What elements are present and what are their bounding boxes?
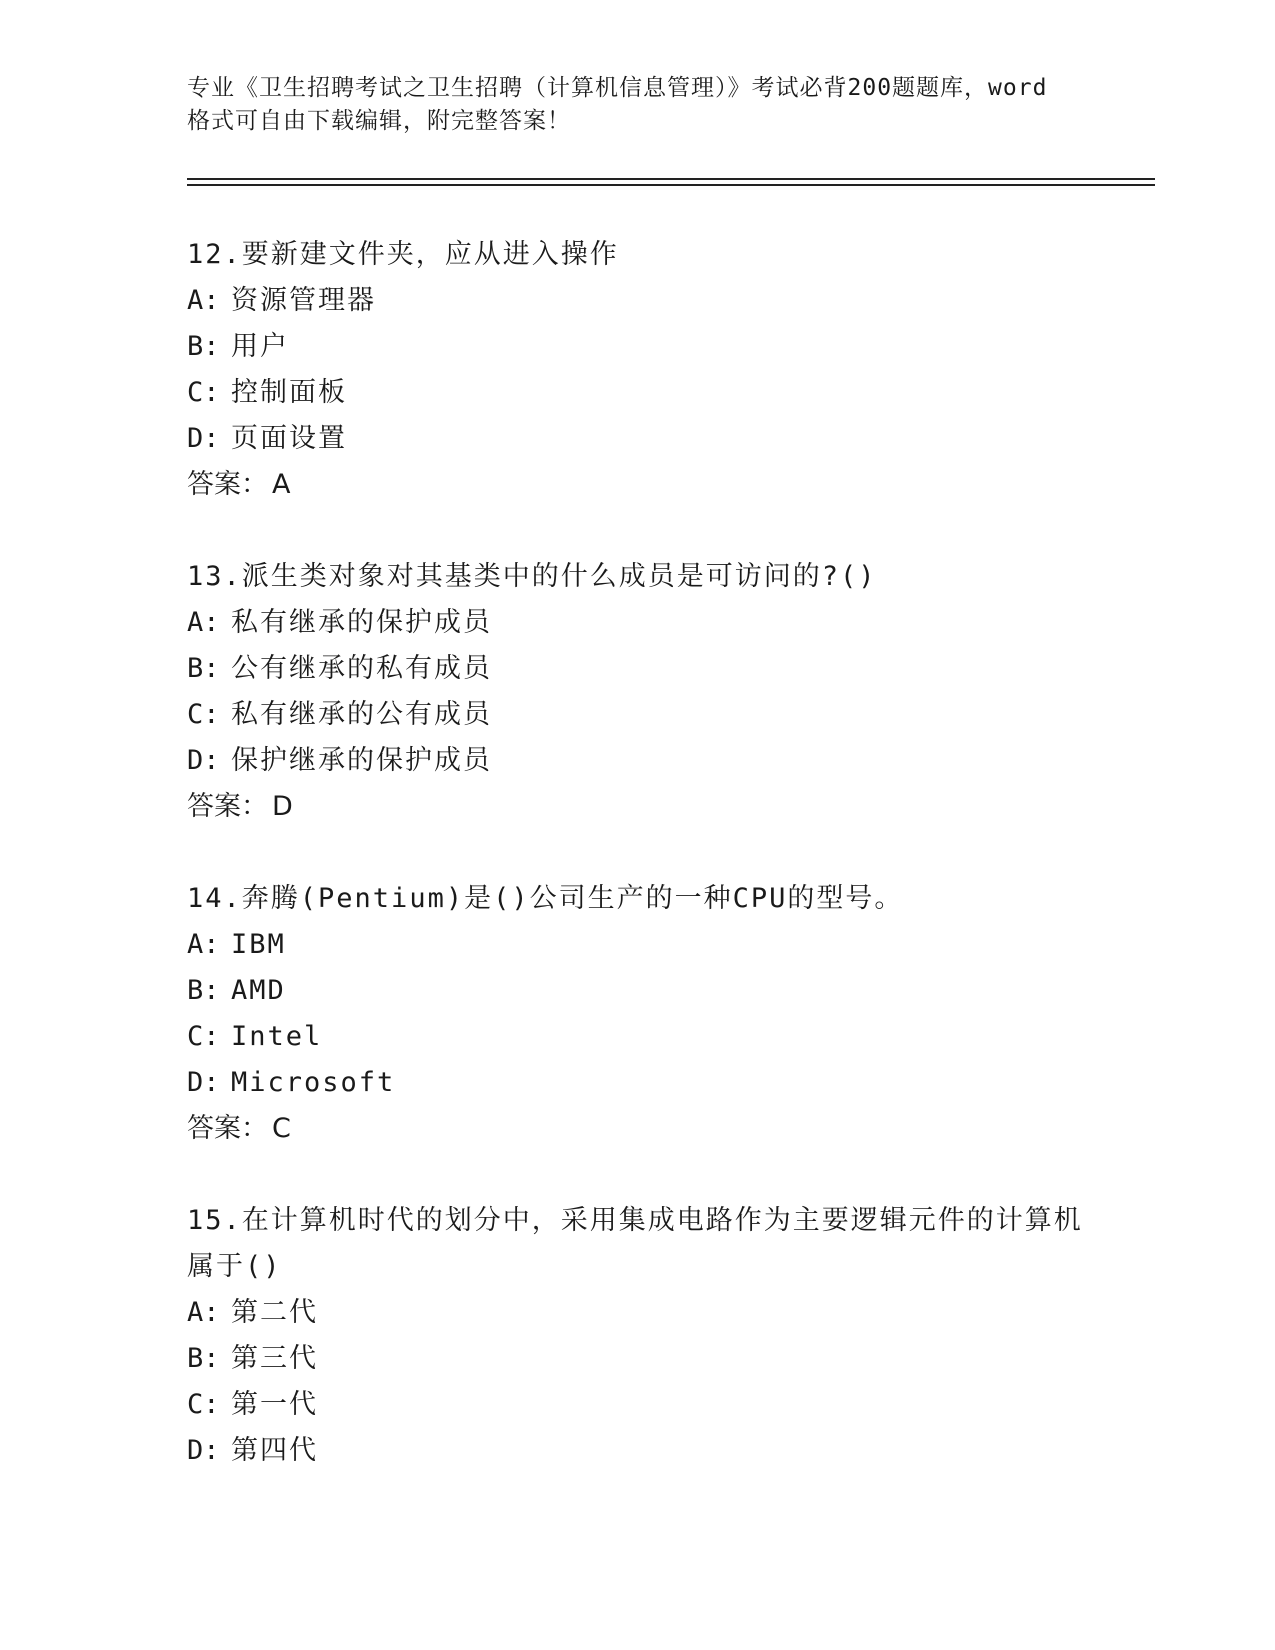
option-a [187,600,1187,646]
option-text: 资源管理器 [231,285,376,316]
question-text: 派生类对象对其基类中的什么成员是可访问的?() [241,561,877,592]
option-c [187,370,1187,416]
option-text: 公有继承的私有成员 [231,653,492,684]
question-13 [187,554,1187,830]
option-letter: A: [187,285,220,316]
option-text: 用户 [231,331,289,362]
option-letter: D: [187,423,220,454]
question-text: 奔腾(Pentium)是()公司生产的一种CPU的型号。 [241,883,904,914]
answer-line [187,1106,1187,1152]
option-letter: B: [187,653,220,684]
option-text: 保护继承的保护成员 [231,745,492,776]
question-12 [187,232,1187,508]
option-text: 私有继承的公有成员 [231,699,492,730]
question-text: 在计算机时代的划分中，采用集成电路作为主要逻辑元件的计算机属于() [187,1205,1083,1282]
option-text: 第二代 [231,1297,318,1328]
answer-label: 答案： [187,469,268,500]
answer-value: A [272,469,291,500]
option-letter: C: [187,699,220,730]
answer-label: 答案： [187,1113,268,1144]
option-b [187,324,1187,370]
option-text: 私有继承的保护成员 [231,607,492,638]
header-divider-bottom [187,184,1155,186]
option-d [187,1428,1187,1474]
question-15 [187,1198,1187,1474]
question-number: 13. [187,561,242,592]
answer-label: 答案： [187,791,268,822]
question-number: 12. [187,239,242,270]
option-letter: C: [187,377,220,408]
answer-line [187,784,1187,830]
option-letter: A: [187,607,220,638]
option-d [187,738,1187,784]
option-text: AMD [231,975,286,1006]
question-stem [187,1198,1087,1290]
option-text: 第一代 [231,1389,318,1420]
answer-line [187,462,1187,508]
option-letter: D: [187,1435,220,1466]
option-c [187,1014,1187,1060]
option-c [187,692,1187,738]
option-letter: B: [187,1343,220,1374]
option-c [187,1382,1187,1428]
option-b [187,968,1187,1014]
option-letter: C: [187,1389,220,1420]
option-a [187,1290,1187,1336]
answer-value: D [272,791,293,822]
document-header [187,72,1087,138]
option-d [187,416,1187,462]
option-letter: D: [187,745,220,776]
option-letter: D: [187,1067,220,1098]
option-letter: B: [187,331,220,362]
question-number: 15. [187,1205,242,1236]
option-a [187,922,1187,968]
question-stem [187,876,1187,922]
option-text: 第三代 [231,1343,318,1374]
option-b [187,646,1187,692]
option-letter: A: [187,929,220,960]
option-letter: A: [187,1297,220,1328]
header-line-2: 格式可自由下载编辑，附完整答案！ [187,108,571,134]
question-stem [187,554,1187,600]
question-list [187,232,1187,1520]
answer-value: C [272,1113,291,1144]
header-divider-top [187,178,1155,180]
option-d [187,1060,1187,1106]
question-stem [187,232,1187,278]
option-letter: B: [187,975,220,1006]
option-b [187,1336,1187,1382]
question-text: 要新建文件夹，应从进入操作 [241,239,619,270]
option-text: IBM [231,929,286,960]
question-number: 14. [187,883,242,914]
option-text: Intel [231,1021,323,1052]
header-line-1: 专业《卫生招聘考试之卫生招聘（计算机信息管理）》考试必背200题题库，word [187,75,1048,101]
option-a [187,278,1187,324]
option-text: 页面设置 [231,423,347,454]
option-text: 第四代 [231,1435,318,1466]
option-letter: C: [187,1021,220,1052]
option-text: 控制面板 [231,377,347,408]
question-14 [187,876,1187,1152]
option-text: Microsoft [231,1067,396,1098]
